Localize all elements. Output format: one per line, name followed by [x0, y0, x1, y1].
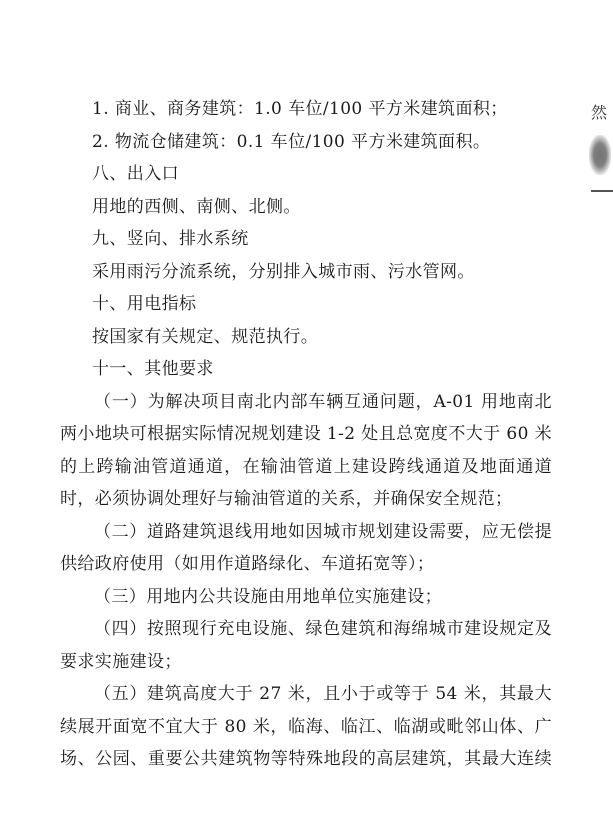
- text-line: 场、公园、重要公共建筑物等特殊地段的高层建筑，其最大连续: [60, 749, 552, 769]
- text-line: 要求实施建设；: [60, 651, 182, 672]
- stamp-mark: [589, 135, 611, 175]
- text-line: 2. 物流仓储建筑：0.1 车位/100 平方米建筑面积。: [92, 131, 491, 152]
- edge-dash-mark: [591, 190, 613, 192]
- text-line: 用地的西侧、南侧、北侧。: [92, 196, 301, 217]
- text-line: （四）按照现行充电设施、绿色建筑和海绵城市建设规定及: [94, 619, 552, 639]
- section-heading: 十、用电指标: [92, 294, 197, 314]
- text-line: 采用雨污分流系统，分别排入城市雨、污水管网。: [92, 261, 475, 282]
- text-line: （一）为解决项目南北内部车辆互通问题，A-01 用地南北: [94, 391, 552, 412]
- edge-character: 然: [590, 103, 607, 122]
- document-body: [60, 93, 552, 776]
- text-line: 的上跨输油管道通道，在输油管道上建设跨线通道及地面通道: [60, 456, 552, 477]
- text-line: 续展开面宽不宜大于 80 米，临海、临江、临湖或毗邻山体、广: [60, 716, 552, 737]
- text-line: 供给政府使用（如用作道路绿化、车道拓宽等）；: [60, 554, 435, 574]
- text-line: （二）道路建筑退线用地如因城市规划建设需要，应无偿提: [94, 521, 552, 542]
- text-line: 按国家有关规定、规范执行。: [92, 326, 319, 347]
- text-line: 两小地块可根据实际情况规划建设 1-2 处且总宽度不大于 60 米: [60, 424, 552, 444]
- text-line: 1. 商业、商务建筑：1.0 车位/100 平方米建筑面积；: [92, 99, 508, 119]
- text-line: （五）建筑高度大于 27 米，且小于或等于 54 米，其最大: [94, 684, 552, 704]
- section-heading: 九、竖向、排水系统: [92, 229, 249, 249]
- section-heading: 八、出入口: [92, 164, 179, 184]
- section-heading: 十一、其他要求: [92, 359, 214, 379]
- text-line: （三）用地内公共设施由用地单位实施建设；: [94, 586, 442, 607]
- text-line: 时，必须协调处理好与输油管道的关系，并确保安全规范；: [60, 489, 513, 509]
